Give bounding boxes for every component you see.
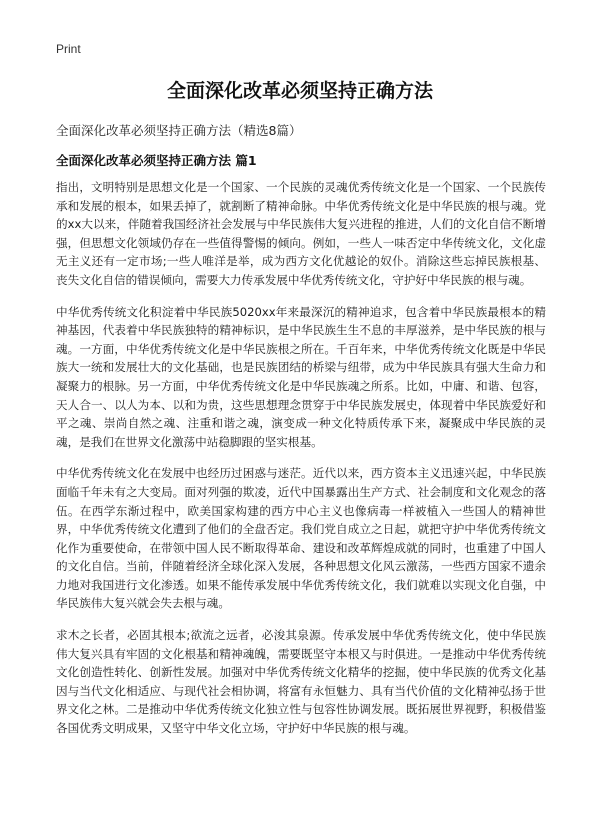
document-subtitle: 全面深化改革必须坚持正确方法（精选8篇） <box>56 123 302 138</box>
section-heading: 全面深化改革必须坚持正确方法 篇1 <box>56 153 257 168</box>
paragraph-4: 求木之长者，必固其根本;欲流之远者，必浚其泉源。传承发展中华优秀传统文化，使中华民族伟大复兴具有牢固的文化根基和精神魂魄，需要既坚守本根又与时俱进。一是推动中华优秀传统文化创造性转化、创新性发展。加强对中华优秀传统文化精华的挖掘，使中华民族的优秀文化基因与当代文化相适应、与现代社会相协调，将富有永恒魅力、具有当代价值的文化精神弘扬于世界文化之林。二是推动中华优秀传统文化独立性与包容性协调发展。既拓展世界视野，积极借鉴各国优秀文明成果，又坚守中华文化立场，守护好中华民族的根与魂。 <box>56 628 546 736</box>
paragraph-3: 中华优秀传统文化在发展中也经历过困惑与迷茫。近代以来，西方资本主义迅速兴起，中华民族面临千年未有之大变局。面对列强的欺凌，近代中国暴露出生产方式、社会制度和文化观念的落伍。在西学东渐过程中，欧美国家构建的西方中心主义也像病毒一样被植入一些国人的精神世界，中华优秀传统文化遭到了他们的全盘否定。我们党自成立之日起，就把守护中华优秀传统文化作为重要使命，在带领中国人民不断取得革命、建设和改革辉煌成就的同时，也重建了中国人的文化自信。当前，伴随着经济全球化深入发展，各种思想文化风云激荡，一些西方国家不遗余力地对我国进行文化渗透。如果不能传承发展中华优秀传统文化，我们就难以实现文化自强，中华民族伟大复兴就会失去根与魂。 <box>56 466 546 611</box>
paragraph-2: 中华优秀传统文化积淀着中华民族5020xx年来最深沉的精神追求，包含着中华民族最根本的精神基因，代表着中华民族独特的精神标识，是中华民族生生不息的丰厚滋养，是中华民族的根与魂。一方面，中华优秀传统文化是中华民族根之所在。千百年来，中华优秀传统文化既是中华民族大一统和发展壮大的文化基础，也是民族团结的桥梁与纽带，成为中华民族具有强大生命力和凝聚力的根脉。另一方面，中华优秀传统文化是中华民族魂之所系。比如，中庸、和谐、包容，天人合一、以人为本、以和为贵，这些思想理念贯穿于中华民族发展史，体现着中华民族爱好和平之魂、崇尚自然之魂、注重和谐之魂，演变成一种文化特质传承下来，凝聚成中华民族的灵魂，是我们在世界文化激荡中站稳脚跟的坚实根基。 <box>56 304 546 449</box>
print-label[interactable]: Print <box>56 42 81 56</box>
paragraph-1: 指出，文明特别是思想文化是一个国家、一个民族的灵魂优秀传统文化是一个国家、一个民族传承和发展的根本，如果丢掉了，就割断了精神命脉。中华优秀传统文化是中华民族的根与魂。党的xx大以来，伴随着我国经济社会发展与中华民族伟大复兴进程的推进，人们的文化自信不断增强，但思想文化领域仍存在一些值得警惕的倾向。例如，一些人一味否定中华传统文化，文化虚无主义还有一定市场;一些人唯洋是举，成为西方文化优越论的奴仆。消除这些忘掉民族根基、丧失文化自信的错误倾向，需要大力传承发展中华优秀传统文化，守护好中华民族的根与魂。 <box>56 180 546 287</box>
document-body <box>56 178 546 823</box>
document-title: 全面深化改革必须坚持正确方法 <box>166 80 433 102</box>
